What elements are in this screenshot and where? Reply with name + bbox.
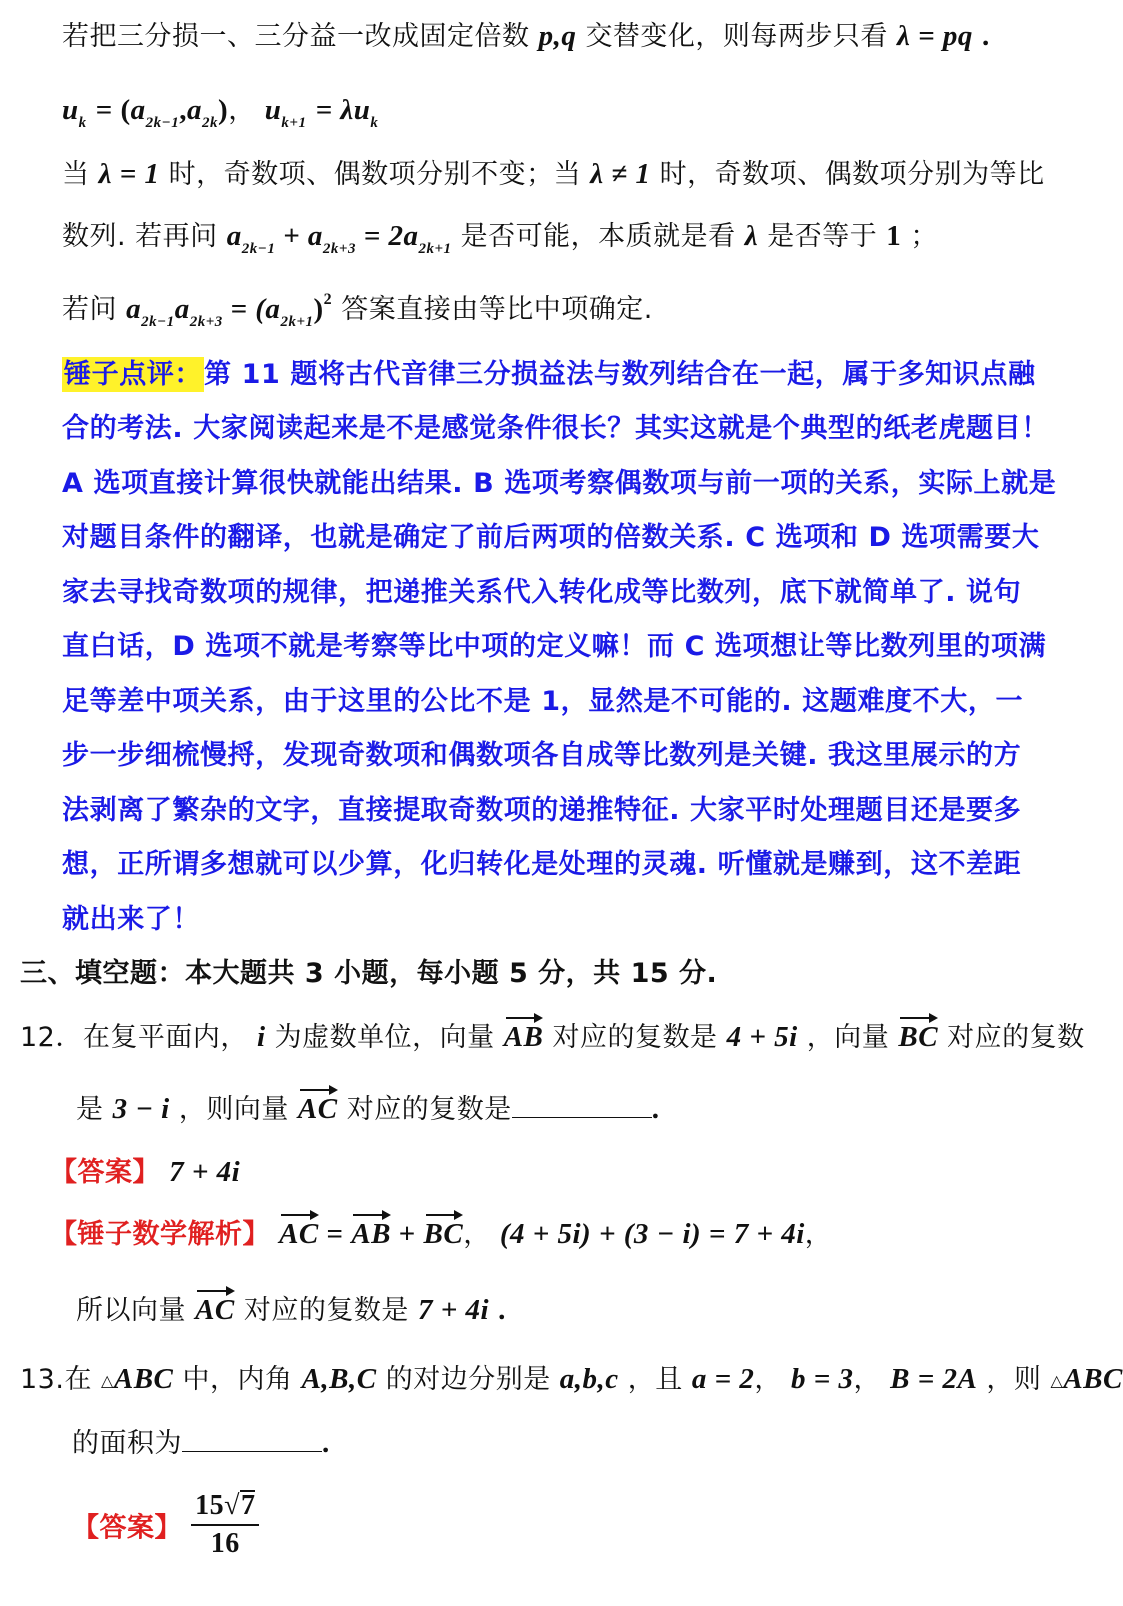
- math: 7 + 4i: [417, 1294, 490, 1326]
- math: 1: [886, 220, 902, 252]
- math-sub: k: [370, 115, 379, 131]
- comment-line-8: [62, 733, 1021, 772]
- math: a = 2: [691, 1363, 755, 1395]
- math: .: [982, 20, 990, 52]
- comment-text: 对题目条件的翻译，也就是确定了前后两项的倍数关系. C 选项和 D 选项需要大: [62, 522, 1040, 553]
- text: 的对边分别是: [385, 1364, 551, 1395]
- math-sub: 2k+3: [322, 241, 356, 257]
- text: 在复平面内，: [82, 1022, 248, 1053]
- text: 中，内角: [182, 1364, 293, 1395]
- math-sub: 2k+3: [189, 314, 223, 330]
- text: 时，奇数项、偶数项分别为等比: [659, 159, 1045, 190]
- text: ，: [463, 1219, 491, 1250]
- question-number: 13.: [20, 1364, 65, 1395]
- math: .: [322, 1427, 330, 1459]
- text: 对应的复数是: [243, 1295, 409, 1326]
- text: ，: [804, 1219, 833, 1250]
- comment-text: 就出来了！: [62, 904, 200, 935]
- text: 若把三分损一、三分益一改成固定倍数: [62, 21, 530, 52]
- answer-blank: [512, 1095, 652, 1118]
- math: ABC: [1063, 1363, 1123, 1395]
- comment-line-3: [62, 461, 1056, 500]
- math-sub: k+1: [281, 115, 307, 131]
- answer-fraction: [191, 1490, 259, 1560]
- text: ，则向量: [178, 1094, 289, 1125]
- math: u: [62, 94, 79, 126]
- math: = 2a: [355, 220, 419, 252]
- math: (4 + 5i) + (3 − i) = 7 + 4i: [499, 1218, 805, 1250]
- math: a: [126, 293, 142, 325]
- math: 7: [240, 1490, 256, 1521]
- section-heading: [20, 951, 717, 990]
- math: p,q: [538, 20, 577, 52]
- vector-ab: AB: [503, 1021, 544, 1053]
- q12-line-1: [20, 1015, 1085, 1054]
- comment-text: 想，正所谓多想就可以少算，化归转化是处理的灵魂. 听懂就是赚到，这不差距: [62, 849, 1022, 880]
- math: 3 − i: [112, 1093, 170, 1125]
- math: A,B,C: [301, 1363, 377, 1395]
- vector-bc: BC: [423, 1218, 464, 1250]
- comment-label: 锤子点评：: [64, 359, 202, 390]
- text: 对应的复数是: [552, 1022, 718, 1053]
- comment-text: 步一步细梳慢捋，发现奇数项和偶数项各自成等比数列是关键. 我这里展示的方: [62, 740, 1022, 771]
- text: 交替变化，则每两步只看: [585, 21, 888, 52]
- text: 当: [62, 159, 90, 190]
- q12-line-2: [76, 1087, 659, 1126]
- text: ，: [853, 1364, 882, 1395]
- vector-ab: AB: [351, 1218, 391, 1250]
- q13-line-2: [72, 1421, 330, 1460]
- math: 15: [195, 1490, 225, 1521]
- vector-ac: AC: [279, 1218, 319, 1250]
- triangle-icon: △: [1050, 1371, 1064, 1390]
- math: a: [226, 220, 242, 252]
- math: u: [264, 94, 282, 126]
- vector-bc: BC: [898, 1021, 939, 1053]
- question-number: 12．: [20, 1022, 83, 1053]
- math: λ: [744, 220, 759, 252]
- math-sub: 2k−1: [141, 314, 175, 330]
- math-sub: 2k−1: [145, 115, 180, 131]
- fraction-numerator: [191, 1490, 259, 1526]
- text: ，向量: [806, 1022, 890, 1053]
- math: ): [313, 293, 324, 325]
- comment-line-9: [62, 788, 1021, 827]
- intro-line-5: [62, 287, 653, 331]
- math-sub: 2k+1: [280, 314, 314, 330]
- math: a: [174, 293, 190, 325]
- intro-line-1: [62, 14, 990, 53]
- triangle-icon: △: [101, 1371, 114, 1390]
- text: 若问: [62, 294, 117, 325]
- text: ，则: [986, 1364, 1042, 1395]
- answer-value: 7 + 4i: [169, 1156, 241, 1188]
- comment-line-5: [62, 570, 1021, 609]
- text: 是: [76, 1094, 104, 1125]
- q12-answer: [50, 1150, 240, 1189]
- text: 是否等于: [767, 221, 878, 252]
- text: ，: [754, 1364, 782, 1395]
- math: =: [318, 1218, 352, 1250]
- math: λ = pq: [897, 20, 973, 52]
- text: 为虚数单位，向量: [274, 1022, 495, 1053]
- comment-line-2: [62, 406, 1049, 445]
- math: = (: [95, 94, 131, 126]
- comment-text: 合的考法. 大家阅读起来是不是感觉条件很长？其实这就是个典型的纸老虎题目！: [62, 413, 1049, 444]
- math: = (a: [222, 293, 281, 325]
- math: + a: [275, 220, 323, 252]
- comment-text: A 选项直接计算很快就能出结果. B 选项考察偶数项与前一项的关系，实际上就是: [62, 468, 1057, 499]
- comment-text: 法剥离了繁杂的文字，直接提取奇数项的递推特征. 大家平时处理题目还是要多: [62, 795, 1022, 826]
- text: 时，奇数项、偶数项分别不变；当: [168, 159, 582, 190]
- math: +: [391, 1218, 424, 1250]
- intro-line-2: [62, 88, 378, 132]
- text: 数列. 若再问: [62, 221, 218, 252]
- math: b = 3: [790, 1363, 854, 1395]
- math: a: [187, 94, 203, 126]
- vector-ac: AC: [195, 1294, 235, 1326]
- answer-blank: [182, 1429, 322, 1452]
- section-title: 三、填空题：本大题共 3 小题，每小题 5 分，共 15 分.: [20, 958, 718, 989]
- math: 4 + 5i: [726, 1021, 798, 1053]
- text: 对应的复数: [947, 1022, 1085, 1053]
- comment-line-1: [62, 352, 1036, 391]
- comment-line-6: [62, 624, 1046, 663]
- comment-text: 家去寻找奇数项的规律，把递推关系代入转化成等比数列，底下就简单了. 说句: [62, 577, 1022, 608]
- text: 对应的复数是: [346, 1094, 512, 1125]
- answer-label: 【答案】: [72, 1512, 182, 1544]
- text: 答案直接由等比中项确定.: [341, 294, 653, 325]
- text: ，: [228, 95, 256, 126]
- sqrt-icon: √: [224, 1490, 240, 1521]
- q13-answer: [72, 1490, 259, 1560]
- comment-line-10: [62, 842, 1021, 881]
- comment-text: 第 11 题将古代音律三分损益法与数列结合在一起，属于多知识点融: [204, 359, 1036, 390]
- comment-text: 直白话，D 选项不就是考察等比中项的定义嘛！而 C 选项想让等比数列里的项满: [62, 631, 1047, 662]
- analysis-label: 【锤子数学解析】: [50, 1219, 270, 1250]
- text: 是否可能，本质就是看: [460, 221, 736, 252]
- vector-ac: AC: [297, 1093, 338, 1125]
- math: a: [130, 94, 146, 126]
- text: 的面积为: [72, 1428, 182, 1459]
- comment-text: 足等差中项关系，由于这里的公比不是 1，显然是不可能的. 这题难度不大，一: [62, 686, 1024, 717]
- text: 在: [64, 1364, 92, 1395]
- q12-conclusion: [76, 1288, 506, 1327]
- math: = λu: [315, 94, 371, 126]
- comment-line-11: [62, 897, 200, 936]
- comment-line-4: [62, 515, 1039, 554]
- text: 所以向量: [76, 1295, 186, 1326]
- math-sub: k: [78, 115, 87, 131]
- intro-line-3: [62, 152, 1045, 191]
- math: a,b,c: [559, 1363, 619, 1395]
- math-sub: 2k−1: [241, 241, 276, 257]
- text: ；: [910, 221, 938, 252]
- math: λ ≠ 1: [590, 158, 651, 190]
- math: B = 2A: [890, 1363, 978, 1395]
- intro-line-4: [62, 214, 938, 258]
- math-sub: 2k: [202, 115, 219, 131]
- q13-line-1: [20, 1357, 1123, 1396]
- math: λ = 1: [98, 158, 160, 190]
- fraction-denominator: 16: [210, 1528, 240, 1559]
- math-sub: 2k+1: [418, 241, 452, 257]
- text: ，且: [627, 1364, 683, 1395]
- math: ): [218, 94, 229, 126]
- math: ,: [179, 94, 188, 126]
- math: ABC: [113, 1363, 174, 1395]
- math: .: [651, 1093, 660, 1125]
- comment-line-7: [62, 679, 1023, 718]
- math: i: [256, 1021, 266, 1053]
- math-sup: 2: [323, 291, 333, 308]
- q12-analysis: [50, 1212, 832, 1251]
- math: .: [498, 1294, 506, 1326]
- answer-label: 【答案】: [50, 1157, 160, 1188]
